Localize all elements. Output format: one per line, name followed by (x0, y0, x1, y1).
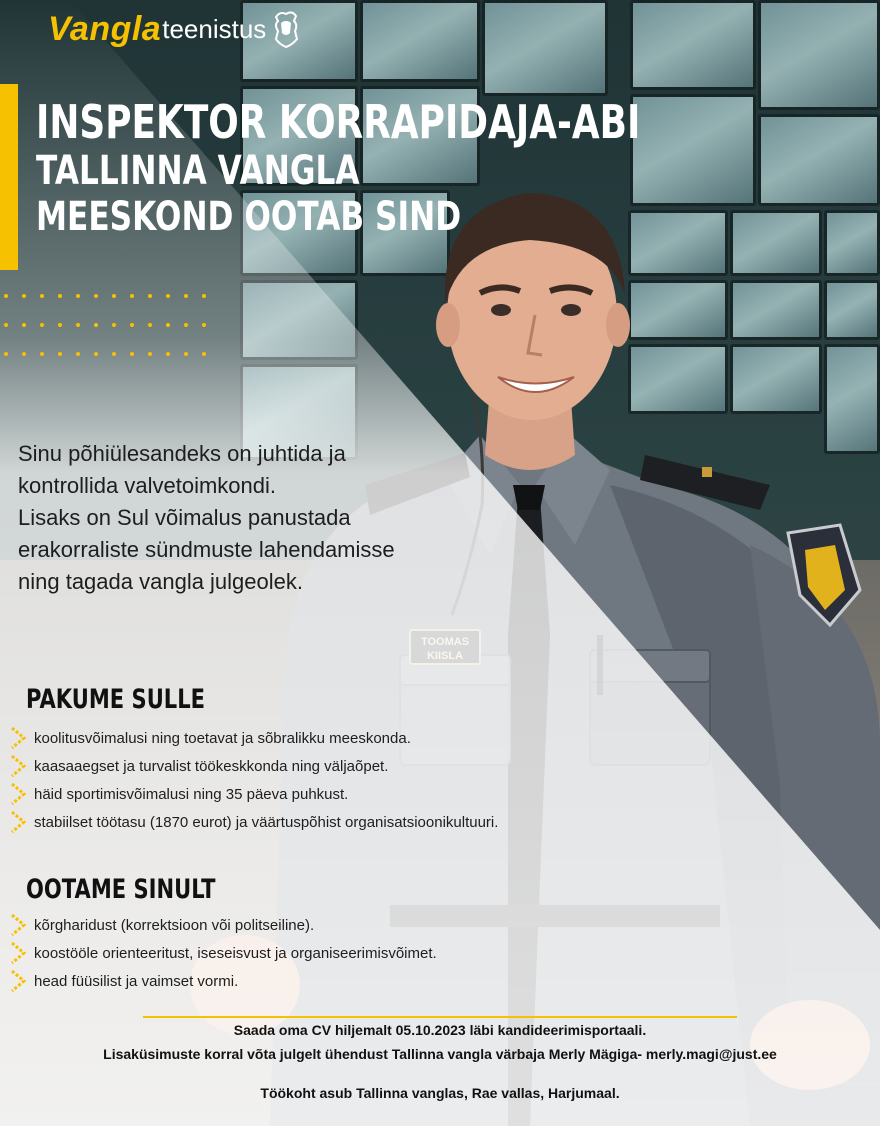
brand-suffix: teenistus (162, 13, 267, 44)
intro-line: erakorraliste sündmuste lahendamisse (18, 537, 395, 562)
list-item-text: koolitusvõimalusi ning toetavat ja sõbralikku meeskonda. (34, 729, 411, 747)
brand-logo (48, 8, 302, 50)
accent-bar (0, 84, 18, 270)
chevron-right-icon (10, 754, 28, 778)
list-item-text: kõrgharidust (korrektsioon või politseiline). (34, 916, 315, 934)
list-item-text: häid sportimisvõimalusi ning 35 päeva puhkust. (34, 785, 349, 803)
chevron-right-icon (10, 913, 28, 937)
headline-title: INSPEKTOR KORRAPIDAJA-ABI (36, 95, 641, 149)
list-item (10, 967, 437, 995)
footer-divider (143, 1016, 737, 1018)
list-item-text: stabiilset töötasu (1870 eurot) ja väärtuspõhist organisatsioonikultuuri. (34, 813, 499, 831)
expect-list (10, 911, 437, 995)
list-item (10, 808, 498, 836)
chevron-right-icon (10, 726, 28, 750)
intro-paragraph (18, 438, 478, 598)
chevron-right-icon (10, 941, 28, 965)
offer-list (10, 724, 498, 836)
list-item (10, 752, 498, 780)
expect-section-title: OOTAME SINULT (26, 874, 216, 905)
footer-location: Töökoht asub Tallinna vanglas, Rae vallas, Harjumaal. (260, 1085, 620, 1101)
chevron-right-icon (10, 782, 28, 806)
offer-section-title: PAKUME SULLE (26, 684, 206, 715)
intro-line: Lisaks on Sul võimalus panustada (18, 505, 351, 530)
chevron-right-icon (10, 810, 28, 834)
headline-line-2: TALLINNA VANGLA (36, 148, 360, 194)
brand-name: Vangla (48, 9, 162, 48)
list-item-text: koostööle orienteeritust, iseseisvust ja organiseerimisvõimet. (34, 944, 437, 962)
list-item (10, 724, 498, 752)
dot-pattern (0, 290, 210, 360)
list-item (10, 939, 437, 967)
chevron-right-icon (10, 969, 28, 993)
list-item-text: kaasaaegset ja turvalist töökeskkonda ning väljaõpet. (34, 757, 389, 775)
intro-line: kontrollida valvetoimkondi. (18, 473, 277, 498)
headline (36, 96, 640, 240)
footer-cv-deadline: Saada oma CV hiljemalt 05.10.2023 läbi kandideerimisportaali. (233, 1022, 647, 1038)
intro-line: Sinu põhiülesandeks on juhtida ja (18, 441, 346, 466)
intro-line: ning tagada vangla julgeolek. (18, 569, 304, 594)
headline-line-3: MEESKOND OOTAB SIND (36, 194, 462, 240)
list-item (10, 780, 498, 808)
list-item (10, 911, 437, 939)
lion-crest-icon (270, 9, 302, 49)
list-item-text: head füüsilist ja vaimset vormi. (34, 972, 239, 990)
footer-contact: Lisaküsimuste korral võta julgelt ühendust Tallinna vangla värbaja Merly Mägiga- merly.magi@just.ee (103, 1046, 777, 1062)
